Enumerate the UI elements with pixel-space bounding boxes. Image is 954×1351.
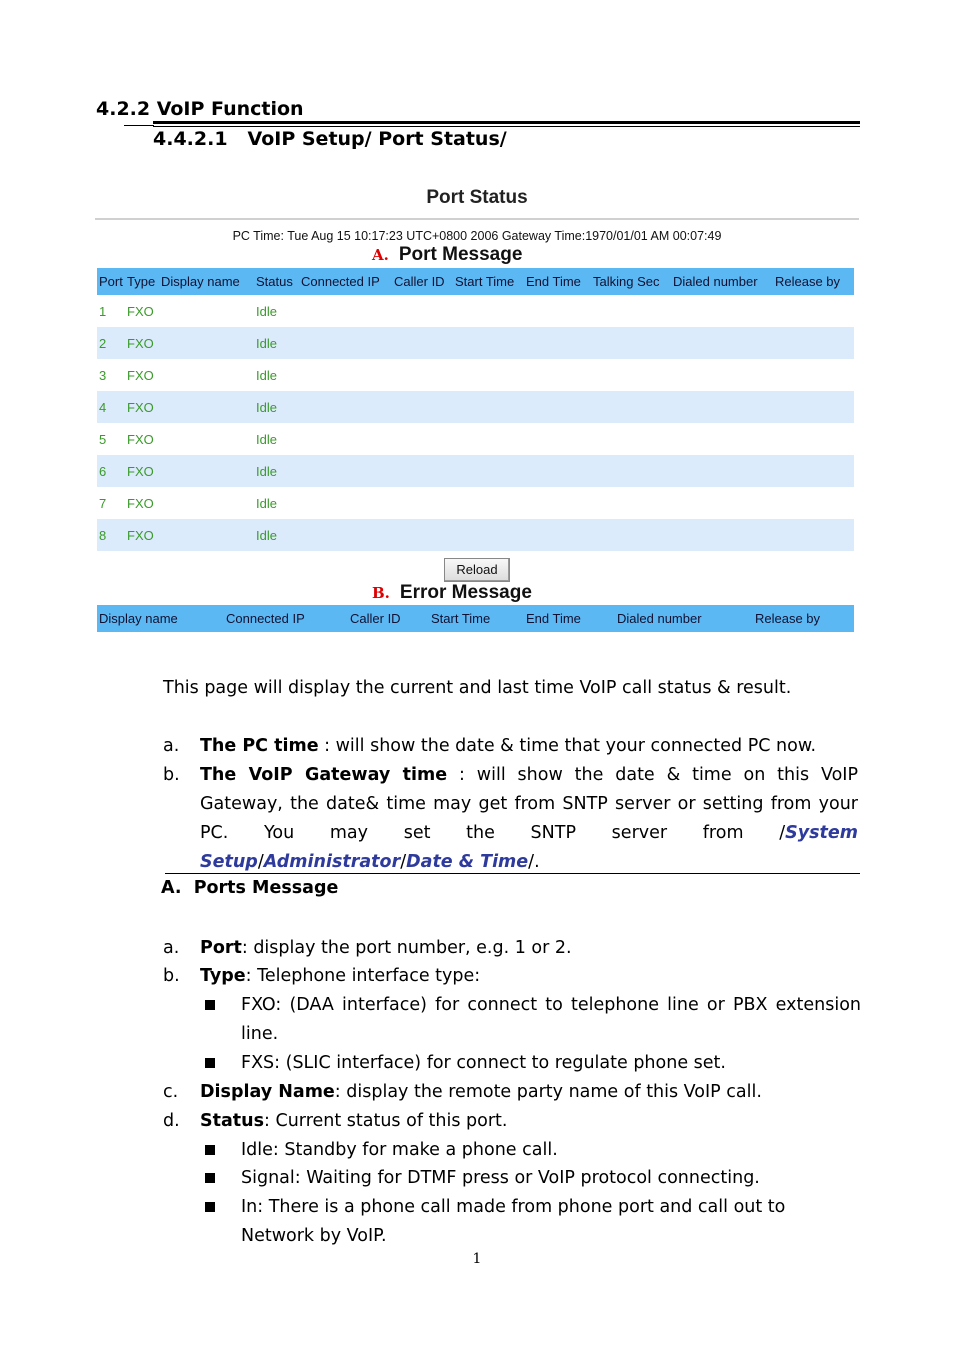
error-message-heading — [372, 582, 532, 604]
title-divider — [95, 218, 859, 220]
cell-type: FXO — [125, 423, 159, 455]
definition: : will show the date & time on this VoIP Gateway, the date& time may get from SNTP server or setting from your PC. You may set the SNTP server from / — [200, 765, 858, 843]
bullet-text: In: There is a phone call made from phone port and call out to Network by VoIP. — [241, 1197, 786, 1246]
table-row — [97, 423, 854, 455]
term: Status — [200, 1111, 265, 1131]
cell-display — [159, 391, 254, 423]
ports-message-heading: A. Ports Message — [161, 878, 339, 898]
cell-status: Idle — [254, 423, 299, 455]
cell-port: 1 — [97, 295, 125, 327]
col-end-time: End Time — [524, 268, 591, 295]
square-bullet-icon — [205, 1058, 215, 1068]
error-table-header — [97, 605, 854, 632]
definition: : will show the date & time that your connected PC now. — [318, 736, 817, 756]
error-message-label: Error Message — [399, 582, 532, 603]
section-letter-a: A. — [372, 246, 389, 264]
heading-rule-thick — [153, 121, 860, 124]
col-release-by: Release by — [773, 268, 854, 295]
subsection-label: VoIP Setup/ Port Status/ — [247, 128, 507, 150]
reload-button[interactable]: Reload — [444, 558, 510, 582]
cell-status: Idle — [254, 487, 299, 519]
cell-type: FXO — [125, 359, 159, 391]
term: Display Name — [200, 1082, 335, 1102]
bullet-text: FXO: (DAA interface) for connect to telephone line or PBX extension line. — [241, 995, 861, 1044]
col-type: Type — [125, 268, 159, 295]
port-table — [97, 268, 854, 551]
term: Type — [200, 966, 246, 986]
col-caller-id: Caller ID — [392, 268, 453, 295]
heading-underline — [124, 125, 154, 126]
col-start-time: Start Time — [429, 605, 524, 632]
bullet-item — [205, 1193, 861, 1251]
col-status: Status — [254, 268, 299, 295]
bullet-item — [205, 1136, 861, 1165]
col-port: Port — [97, 268, 125, 295]
col-end-time: End Time — [524, 605, 615, 632]
cell-port: 4 — [97, 391, 125, 423]
definition: : Current status of this port. — [264, 1111, 508, 1131]
definition: : display the remote party name of this VoIP call. — [334, 1082, 762, 1102]
list-text: The VoIP Gateway time : will show the date & time on this VoIP Gateway, the date& time may get from SNTP server or setting from your PC. You may set the SNTP server from /System Setup/Administrator/Date & Time/. — [200, 765, 858, 872]
list-item — [163, 934, 863, 963]
cell-port: 5 — [97, 423, 125, 455]
col-display-name: Display name — [159, 268, 254, 295]
table-row — [97, 359, 854, 391]
list-text — [200, 732, 858, 761]
square-bullet-icon — [205, 1145, 215, 1155]
cell-display — [159, 455, 254, 487]
cell-display — [159, 359, 254, 391]
cell-type: FXO — [125, 487, 159, 519]
error-table — [97, 605, 854, 632]
list-text — [200, 1078, 858, 1107]
link-administrator[interactable]: Administrator — [263, 852, 401, 872]
cell-port: 2 — [97, 327, 125, 359]
bullet-item — [205, 1164, 861, 1193]
cell-status: Idle — [254, 391, 299, 423]
cell-status: Idle — [254, 327, 299, 359]
cell-port: 8 — [97, 519, 125, 551]
table-row — [97, 519, 854, 551]
link-date-time[interactable]: Date & Time — [406, 852, 529, 872]
cell-display — [159, 327, 254, 359]
page-number: 1 — [472, 1251, 482, 1267]
table-row — [97, 455, 854, 487]
port-message-heading — [372, 244, 522, 266]
cell-port: 6 — [97, 455, 125, 487]
square-bullet-icon — [205, 1202, 215, 1212]
section-divider — [165, 873, 860, 874]
col-start-time: Start Time — [453, 268, 524, 295]
cell-display — [159, 423, 254, 455]
port-status-title: Port Status — [426, 187, 528, 208]
col-release-by: Release by — [753, 605, 854, 632]
col-connected-ip: Connected IP — [224, 605, 348, 632]
cell-type: FXO — [125, 391, 159, 423]
list-marker: a. — [163, 736, 180, 756]
list-text — [200, 934, 858, 963]
cell-type: FXO — [125, 455, 159, 487]
list-item — [163, 1078, 863, 1107]
col-caller-id: Caller ID — [348, 605, 429, 632]
pc-time-line: PC Time: Tue Aug 15 10:17:23 UTC+0800 2006 Gateway Time:1970/01/01 AM 00:07:49 — [232, 229, 722, 243]
list-text — [200, 962, 858, 991]
cell-display — [159, 295, 254, 327]
table-row — [97, 391, 854, 423]
cell-type: FXO — [125, 295, 159, 327]
list-text — [200, 1107, 858, 1136]
list-item — [163, 732, 863, 761]
table-row — [97, 327, 854, 359]
cell-status: Idle — [254, 455, 299, 487]
col-display-name: Display name — [97, 605, 224, 632]
section-letter-b: B. — [372, 584, 390, 602]
definition: : Telephone interface type: — [245, 966, 481, 986]
definition: : display the port number, e.g. 1 or 2. — [241, 938, 572, 958]
term: The PC time — [200, 736, 319, 756]
cell-display — [159, 519, 254, 551]
cell-port: 7 — [97, 487, 125, 519]
cell-type: FXO — [125, 327, 159, 359]
col-dialed-number: Dialed number — [671, 268, 773, 295]
cell-status: Idle — [254, 359, 299, 391]
cell-status: Idle — [254, 519, 299, 551]
cell-display — [159, 487, 254, 519]
list-marker: d. — [163, 1111, 180, 1131]
bullet-text: Signal: Waiting for DTMF press or VoIP protocol connecting. — [241, 1168, 760, 1188]
table-row — [97, 295, 854, 327]
list-item — [163, 761, 863, 872]
subsection-number: 4.4.2.1 — [153, 128, 228, 150]
cell-type: FXO — [125, 519, 159, 551]
bullet-item — [205, 1049, 861, 1078]
square-bullet-icon — [205, 1000, 215, 1010]
list-item — [163, 962, 863, 991]
port-message-label: Port Message — [398, 244, 523, 265]
col-connected-ip: Connected IP — [299, 268, 392, 295]
bullet-item — [205, 991, 861, 1049]
bullet-text: Idle: Standby for make a phone call. — [241, 1140, 558, 1160]
bullet-text: FXS: (SLIC interface) for connect to regulate phone set. — [241, 1053, 726, 1073]
col-talking-sec: Talking Sec — [591, 268, 671, 295]
cell-port: 3 — [97, 359, 125, 391]
col-dialed-number: Dialed number — [615, 605, 753, 632]
list-marker: c. — [163, 1082, 179, 1102]
link-system-setup[interactable]: System Setup — [200, 823, 858, 872]
square-bullet-icon — [205, 1173, 215, 1183]
heading-rule-thin — [153, 126, 860, 127]
list-item — [163, 1107, 863, 1136]
list-marker: b. — [163, 966, 180, 986]
term: Port — [200, 938, 242, 958]
list-marker: a. — [163, 938, 180, 958]
section-title: 4.2.2 VoIP Function — [96, 98, 304, 120]
subsection-title — [153, 128, 507, 150]
table-row — [97, 487, 854, 519]
term: The VoIP Gateway time — [200, 765, 448, 785]
port-table-header — [97, 268, 854, 295]
intro-paragraph: This page will display the current and last time VoIP call status & result. — [163, 678, 792, 698]
list-marker: b. — [163, 765, 180, 785]
cell-status: Idle — [254, 295, 299, 327]
